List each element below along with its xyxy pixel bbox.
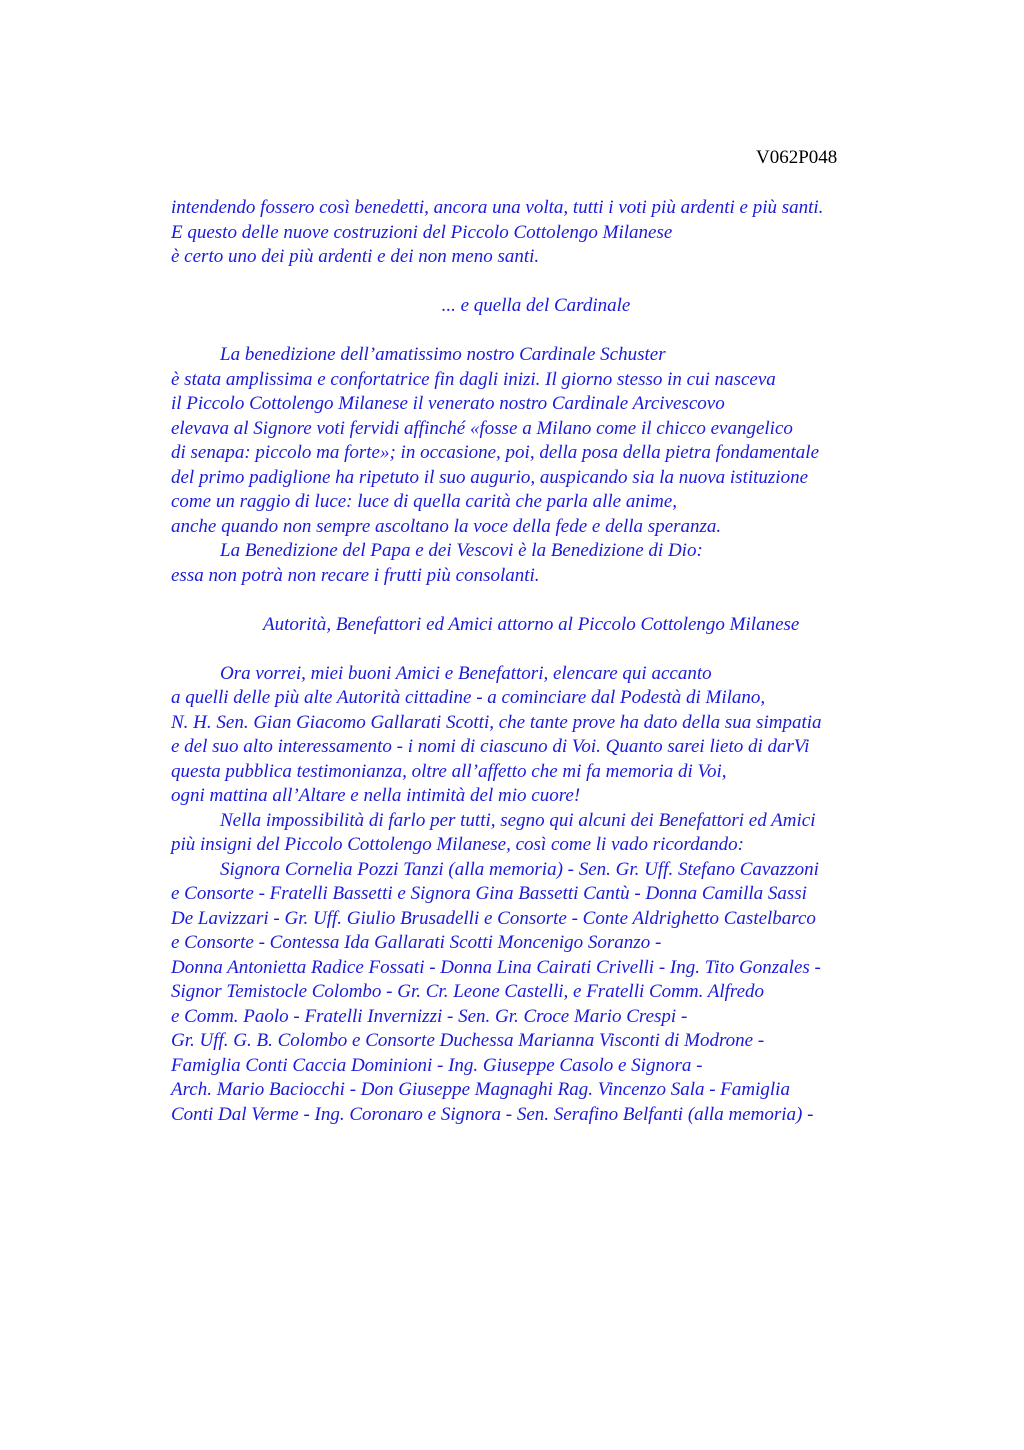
impossibility-line: Nella impossibilità di farlo per tutti, segno qui alcuni dei Benefattori ed Amici <box>220 809 816 831</box>
blank-line <box>171 588 901 613</box>
names-line: Arch. Mario Baciocchi - Don Giuseppe Magnaghi Rag. Vincenzo Sala - Famiglia <box>171 1079 790 1100</box>
authorities-line: Ora vorrei, miei buoni Amici e Benefattori, elencare qui accanto <box>220 662 712 684</box>
blank-line <box>171 319 901 344</box>
blank-line <box>171 637 901 662</box>
cardinal-line: La benedizione dell’amatissimo nostro Cardinale Schuster <box>220 344 666 365</box>
section-heading-authorities: Autorità, Benefattori ed Amici attorno al Piccolo Cottolengo Milanese <box>263 613 800 635</box>
authorities-line: a quelli delle più alte Autorità cittadine - a cominciare dal Podestà di Milano, <box>171 687 766 708</box>
cardinal-line: del primo padiglione ha ripetuto il suo augurio, auspicando sia la nuova istituzione <box>171 466 809 488</box>
cardinal-line: di senapa: piccolo ma forte»; in occasione, poi, della posa della pietra fondamentale <box>171 442 820 463</box>
authorities-line: questa pubblica testimonianza, oltre all’affetto che mi fa memoria di Voi, <box>171 760 727 782</box>
benediction-line: essa non potrà non recare i frutti più consolanti. <box>171 564 540 586</box>
blank-line <box>171 270 901 295</box>
names-line: e Consorte - Fratelli Bassetti e Signora Gina Bassetti Cantù - Donna Camilla Sassi <box>171 883 807 904</box>
intro-line: è certo uno dei più ardenti e dei non meno santi. <box>171 246 540 267</box>
names-line: Signor Temistocle Colombo - Gr. Cr. Leone Castelli, e Fratelli Comm. Alfredo <box>171 981 765 1002</box>
authorities-line: e del suo alto interessamento - i nomi di ciascuno di Voi. Quanto sarei lieto di darVi <box>171 736 810 757</box>
names-line: Gr. Uff. G. B. Colombo e Consorte Duchessa Marianna Visconti di Modrone - <box>171 1030 765 1051</box>
cardinal-line: elevava al Signore voti fervidi affinché «fosse a Milano come il chicco evangelico <box>171 417 793 439</box>
names-line: Donna Antonietta Radice Fossati - Donna Lina Cairati Crivelli - Ing. Tito Gonzales - <box>171 956 821 978</box>
names-line: Conti Dal Verme - Ing. Coronaro e Signora - Sen. Serafino Belfanti (alla memoria) - <box>171 1103 814 1125</box>
intro-line: intendendo fossero così benedetti, ancora una volta, tutti i voti più ardenti e più santi. <box>171 197 824 218</box>
cardinal-line: è stata amplissima e confortatrice fin dagli inizi. Il giorno stesso in cui nasceva <box>171 368 776 390</box>
names-line: e Comm. Paolo - Fratelli Invernizzi - Sen. Gr. Croce Mario Crespi - <box>171 1005 688 1027</box>
intro-line: E questo delle nuove costruzioni del Piccolo Cottolengo Milanese <box>171 221 673 243</box>
cardinal-line: anche quando non sempre ascoltano la voce della fede e della speranza. <box>171 515 722 537</box>
authorities-line: ogni mattina all’Altare e nella intimità del mio cuore! <box>171 785 581 806</box>
names-line: Famiglia Conti Caccia Dominioni - Ing. Giuseppe Casolo e Signora - <box>171 1054 703 1076</box>
names-line: e Consorte - Contessa Ida Gallarati Scotti Moncenigo Soranzo - <box>171 932 662 953</box>
document-body <box>171 196 901 1127</box>
impossibility-line: più insigni del Piccolo Cottolengo Milanese, così come li vado ricordando: <box>171 834 744 855</box>
authorities-line: N. H. Sen. Gian Giacomo Gallarati Scotti, che tante prove ha dato della sua simpatia <box>171 711 822 733</box>
names-line: De Lavizzari - Gr. Uff. Giulio Brusadelli e Consorte - Conte Aldrighetto Castelbarco <box>171 907 816 929</box>
page-code: V062P048 <box>756 147 838 168</box>
benediction-line: La Benedizione del Papa e dei Vescovi è la Benedizione di Dio: <box>220 540 703 561</box>
cardinal-line: il Piccolo Cottolengo Milanese il venerato nostro Cardinale Arcivescovo <box>171 393 725 414</box>
cardinal-line: come un raggio di luce: luce di quella carità che parla alle anime, <box>171 491 678 512</box>
names-line: Signora Cornelia Pozzi Tanzi (alla memoria) - Sen. Gr. Uff. Stefano Cavazzoni <box>220 858 819 880</box>
section-heading-cardinal: ... e quella del Cardinale <box>441 295 631 316</box>
